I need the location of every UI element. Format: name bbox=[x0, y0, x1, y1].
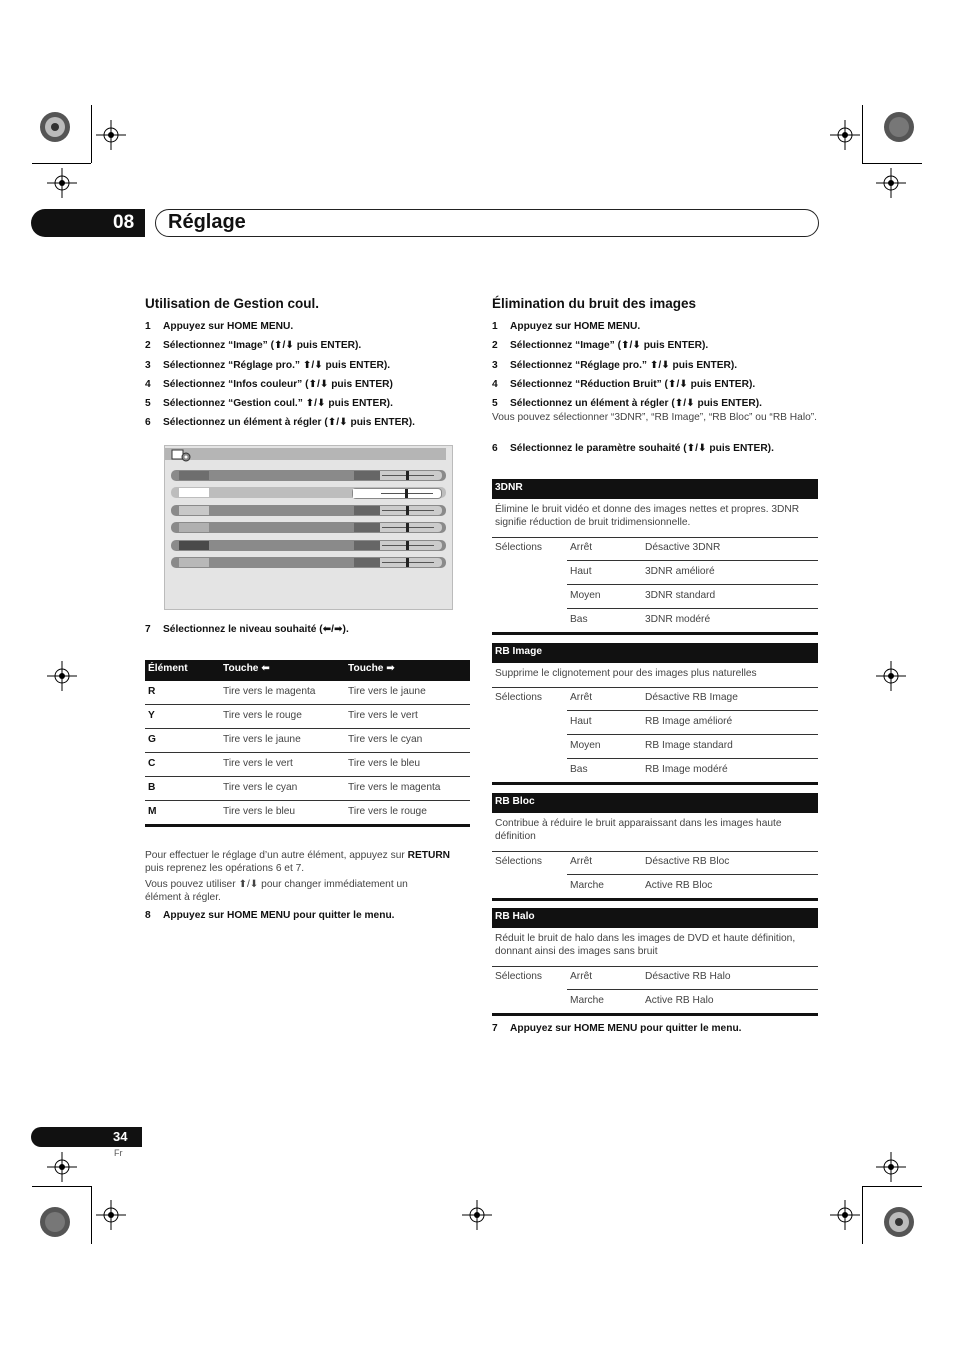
left-key-cell: Tire vers le cyan bbox=[223, 782, 298, 793]
left-step-7: 7 Sélectionnez le niveau souhaité (⬅/➡). bbox=[145, 624, 349, 635]
crosshair-icon bbox=[96, 1200, 126, 1230]
right-key-cell: Tire vers le rouge bbox=[348, 806, 427, 817]
row-divider bbox=[567, 989, 818, 990]
menu-row-b bbox=[171, 540, 446, 551]
right-key-cell: Tire vers le cyan bbox=[348, 734, 423, 745]
element-cell: B bbox=[148, 782, 156, 793]
table-row bbox=[145, 801, 470, 825]
right-step-3: 3 Sélectionnez “Réglage pro.” ⬆/⬇ puis ENTER). bbox=[492, 360, 738, 371]
registration-wheel-icon bbox=[38, 110, 72, 144]
element-cell: M bbox=[148, 806, 157, 817]
left-step-2: 2 Sélectionnez “Image” (⬆/⬇ puis ENTER). bbox=[145, 340, 362, 351]
row-swatch bbox=[179, 488, 209, 497]
option-value: Moyen bbox=[570, 740, 601, 751]
option-value: Haut bbox=[570, 566, 592, 577]
left-step-4: 4 Sélectionnez “Infos couleur” (⬆/⬇ puis ENTER) bbox=[145, 379, 393, 390]
crosshair-icon bbox=[830, 120, 860, 150]
menu-row-r bbox=[171, 470, 446, 481]
option-description: Désactive RB Halo bbox=[645, 971, 731, 982]
right-step-6: 6 Sélectionnez le paramètre souhaité (⬆/⬇ puis ENTER). bbox=[492, 443, 774, 454]
crosshair-icon bbox=[96, 120, 126, 150]
row-divider bbox=[492, 687, 818, 688]
title-frame bbox=[155, 209, 819, 237]
option-description: Active RB Bloc bbox=[645, 880, 713, 891]
right-step-7: 7 Appuyez sur HOME MENU pour quitter le menu. bbox=[492, 1023, 742, 1034]
left-section-title: Utilisation de Gestion coul. bbox=[145, 296, 320, 311]
table-row bbox=[145, 753, 470, 777]
crosshair-icon bbox=[47, 1152, 77, 1182]
left-key-cell: Tire vers le vert bbox=[223, 758, 293, 769]
registration-wheel-icon bbox=[38, 1205, 72, 1239]
left-step-5: 5 Sélectionnez “Gestion coul.” ⬆/⬇ puis ENTER). bbox=[145, 398, 393, 409]
right-step-4: 4 Sélectionnez “Réduction Bruit” (⬆/⬇ puis ENTER). bbox=[492, 379, 756, 390]
row-divider bbox=[492, 632, 818, 635]
crosshair-icon bbox=[47, 661, 77, 691]
note-return: Pour effectuer le réglage d’un autre élément, appuyez sur RETURN puis reprenez les opérations 6 et 7. bbox=[145, 850, 451, 874]
table-title: RB Halo bbox=[492, 908, 818, 928]
row-divider bbox=[145, 824, 470, 827]
right-key-cell: Tire vers le bleu bbox=[348, 758, 421, 769]
right-step-1: 1 Appuyez sur HOME MENU. bbox=[492, 321, 641, 332]
row-divider bbox=[567, 560, 818, 561]
option-description: Désactive RB Bloc bbox=[645, 856, 730, 867]
left-key-cell: Tire vers le jaune bbox=[223, 734, 301, 745]
option-value: Arrêt bbox=[570, 692, 593, 703]
chapter-number: 08 bbox=[113, 212, 135, 233]
row-divider bbox=[492, 537, 818, 538]
row-divider bbox=[492, 1013, 818, 1016]
row-divider bbox=[492, 898, 818, 901]
crosshair-icon bbox=[876, 661, 906, 691]
selections-label: Sélections bbox=[495, 971, 543, 982]
crosshair-icon bbox=[462, 1200, 492, 1230]
right-step-2: 2 Sélectionnez “Image” (⬆/⬇ puis ENTER). bbox=[492, 340, 709, 351]
page-number: 34 bbox=[113, 1129, 128, 1144]
option-description: Désactive 3DNR bbox=[645, 542, 721, 553]
selections-label: Sélections bbox=[495, 692, 543, 703]
row-divider bbox=[492, 851, 818, 852]
menu-row-y bbox=[171, 487, 446, 498]
option-value: Marche bbox=[570, 995, 604, 1006]
row-swatch bbox=[179, 471, 209, 480]
option-value: Bas bbox=[570, 764, 588, 775]
element-cell: Y bbox=[148, 710, 155, 721]
option-value: Arrêt bbox=[570, 971, 593, 982]
option-value: Bas bbox=[570, 614, 588, 625]
table-title: 3DNR bbox=[492, 479, 818, 499]
left-step-1: 1 Appuyez sur HOME MENU. bbox=[145, 321, 294, 332]
option-description: Désactive RB Image bbox=[645, 692, 738, 703]
right-step-5: 5 Sélectionnez un élément à régler (⬆/⬇ puis ENTER). bbox=[492, 398, 763, 409]
step5-note: Vous pouvez sélectionner “3DNR”, “RB Image”, “RB Bloc” ou “RB Halo”. bbox=[492, 412, 817, 423]
menu-row-g bbox=[171, 505, 446, 516]
left-key-cell: Tire vers le bleu bbox=[223, 806, 296, 817]
row-swatch bbox=[179, 558, 209, 567]
option-value: Marche bbox=[570, 880, 604, 891]
settings-icon bbox=[171, 447, 193, 463]
table-title: RB Bloc bbox=[492, 793, 818, 813]
registration-wheel-icon bbox=[882, 1205, 916, 1239]
element-cell: C bbox=[148, 758, 156, 769]
left-key-cell: Tire vers le magenta bbox=[223, 686, 316, 697]
option-description: RB Image amélioré bbox=[645, 716, 733, 727]
table-header: Élément Touche ⬅ Touche ➡ bbox=[145, 660, 470, 681]
option-description: 3DNR standard bbox=[645, 590, 716, 601]
table-description: Supprime le clignotement pour des images plus naturelles bbox=[495, 668, 757, 679]
note-arrows: Vous pouvez utiliser ⬆/⬇ pour changer immédiatement un élément à régler. bbox=[145, 879, 408, 903]
left-step-6: 6 Sélectionnez un élément à régler (⬆/⬇ puis ENTER). bbox=[145, 417, 416, 428]
table-description: Réduit le bruit de halo dans les images de DVD et haute définition, donnant ainsi des images sans bruit bbox=[495, 933, 796, 957]
table-description: Contribue à réduire le bruit apparaissant dans les images haute définition bbox=[495, 818, 782, 842]
table-row bbox=[145, 681, 470, 705]
option-value: Arrêt bbox=[570, 542, 593, 553]
registration-wheel-icon bbox=[882, 110, 916, 144]
crosshair-icon bbox=[876, 168, 906, 198]
element-cell: G bbox=[148, 734, 156, 745]
option-value: Haut bbox=[570, 716, 592, 727]
row-divider bbox=[492, 966, 818, 967]
row-swatch bbox=[179, 541, 209, 550]
table-description: Élimine le bruit vidéo et donne des images nettes et propres. 3DNR signifie réduction de bruit tridimensionnelle. bbox=[495, 504, 800, 528]
option-description: 3DNR amélioré bbox=[645, 566, 715, 577]
option-description: RB Image modéré bbox=[645, 764, 728, 775]
table-title: RB Image bbox=[492, 643, 818, 663]
table-row bbox=[145, 777, 470, 801]
row-divider bbox=[567, 734, 818, 735]
right-section-title: Élimination du bruit des images bbox=[492, 296, 697, 311]
row-divider bbox=[567, 584, 818, 585]
page-title: Réglage bbox=[168, 211, 246, 233]
option-description: RB Image standard bbox=[645, 740, 733, 751]
left-step-8: 8 Appuyez sur HOME MENU pour quitter le menu. bbox=[145, 910, 395, 921]
selections-label: Sélections bbox=[495, 856, 543, 867]
crosshair-icon bbox=[876, 1152, 906, 1182]
option-value: Arrêt bbox=[570, 856, 593, 867]
element-cell: R bbox=[148, 686, 156, 697]
selections-label: Sélections bbox=[495, 542, 543, 553]
row-divider bbox=[492, 782, 818, 785]
option-description: 3DNR modéré bbox=[645, 614, 711, 625]
language-code: Fr bbox=[114, 1148, 123, 1158]
row-divider bbox=[567, 874, 818, 875]
row-swatch bbox=[179, 506, 209, 515]
crosshair-icon bbox=[830, 1200, 860, 1230]
row-divider bbox=[567, 758, 818, 759]
row-divider bbox=[567, 710, 818, 711]
table-row bbox=[145, 705, 470, 729]
option-description: Active RB Halo bbox=[645, 995, 714, 1006]
right-key-cell: Tire vers le jaune bbox=[348, 686, 426, 697]
right-key-cell: Tire vers le vert bbox=[348, 710, 418, 721]
left-key-cell: Tire vers le rouge bbox=[223, 710, 302, 721]
row-swatch bbox=[179, 523, 209, 532]
menu-row-c bbox=[171, 522, 446, 533]
row-divider bbox=[567, 608, 818, 609]
right-key-cell: Tire vers le magenta bbox=[348, 782, 441, 793]
crosshair-icon bbox=[47, 168, 77, 198]
color-management-menu-mockup bbox=[164, 445, 453, 610]
option-value: Moyen bbox=[570, 590, 601, 601]
menu-row-m bbox=[171, 557, 446, 568]
table-row bbox=[145, 729, 470, 753]
left-step-3: 3 Sélectionnez “Réglage pro.” ⬆/⬇ puis ENTER). bbox=[145, 360, 391, 371]
